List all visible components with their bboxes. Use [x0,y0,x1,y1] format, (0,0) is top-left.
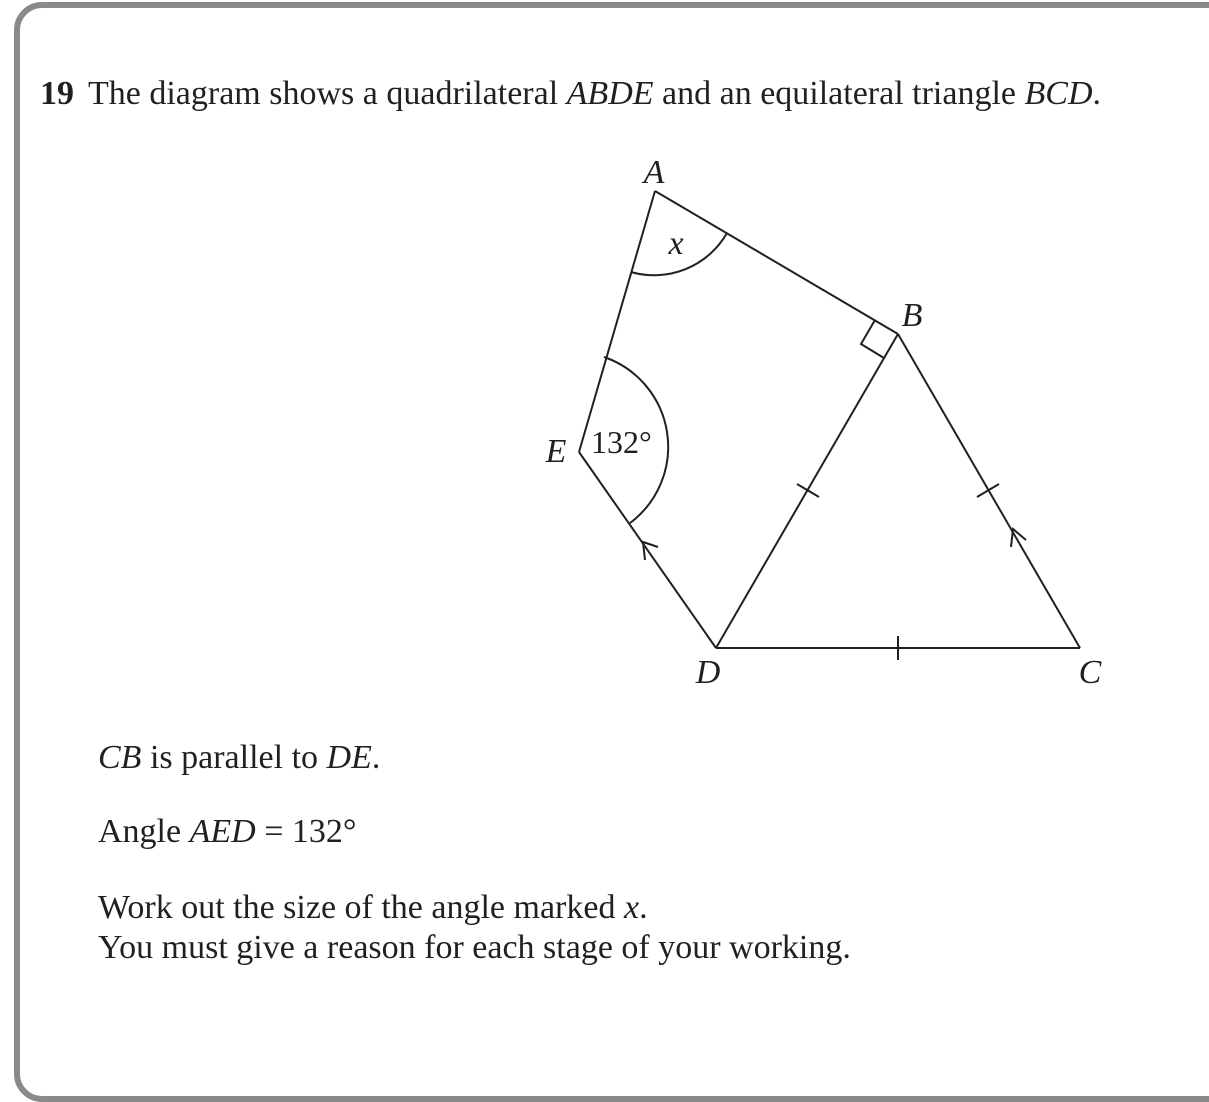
segment-ed [579,452,716,648]
question-text-1: The diagram shows a quadrilateral [88,75,567,112]
angle-name: AED [189,813,256,850]
right-angle-marker [861,320,884,358]
instruction-line-2: You must give a reason for each stage of your working. [98,929,851,966]
angle-label-x: x [668,225,684,262]
instruction-end: . [639,889,648,926]
question-text-2: and an equilateral triangle [653,75,1025,112]
segment-ab [655,191,898,334]
parallel-statement [98,738,380,778]
triangle-name: BCD [1024,75,1093,112]
vertex-label-e: E [545,433,567,470]
angle-prefix: Angle [98,813,190,850]
tick-mark-bc [977,484,999,497]
vertex-label-a: A [643,154,665,191]
vertex-label-c: C [1078,654,1102,691]
vertex-label-b: B [901,297,923,334]
vertex-label-d: D [695,654,721,691]
question-text-3: . [1092,75,1102,112]
parallel-arrow-ed [643,542,658,560]
segment-name-de: DE [326,739,372,776]
instruction-text: Work out the size of the angle marked [98,889,624,926]
quadrilateral-name: ABDE [566,75,654,112]
instruction-line-1 [98,888,648,928]
parallel-arrow-cb [1011,529,1026,547]
tick-mark-bd [797,484,819,497]
angle-statement [98,812,356,852]
parallel-text-end: . [371,739,381,776]
segment-ae [579,191,655,452]
instruction-variable: x [623,889,640,926]
question-number: 19 [40,75,74,112]
segment-name-cb: CB [98,739,142,776]
parallel-text: is parallel to [141,739,327,776]
angle-value: = 132° [255,813,357,850]
angle-label-132: 132° [591,424,652,460]
